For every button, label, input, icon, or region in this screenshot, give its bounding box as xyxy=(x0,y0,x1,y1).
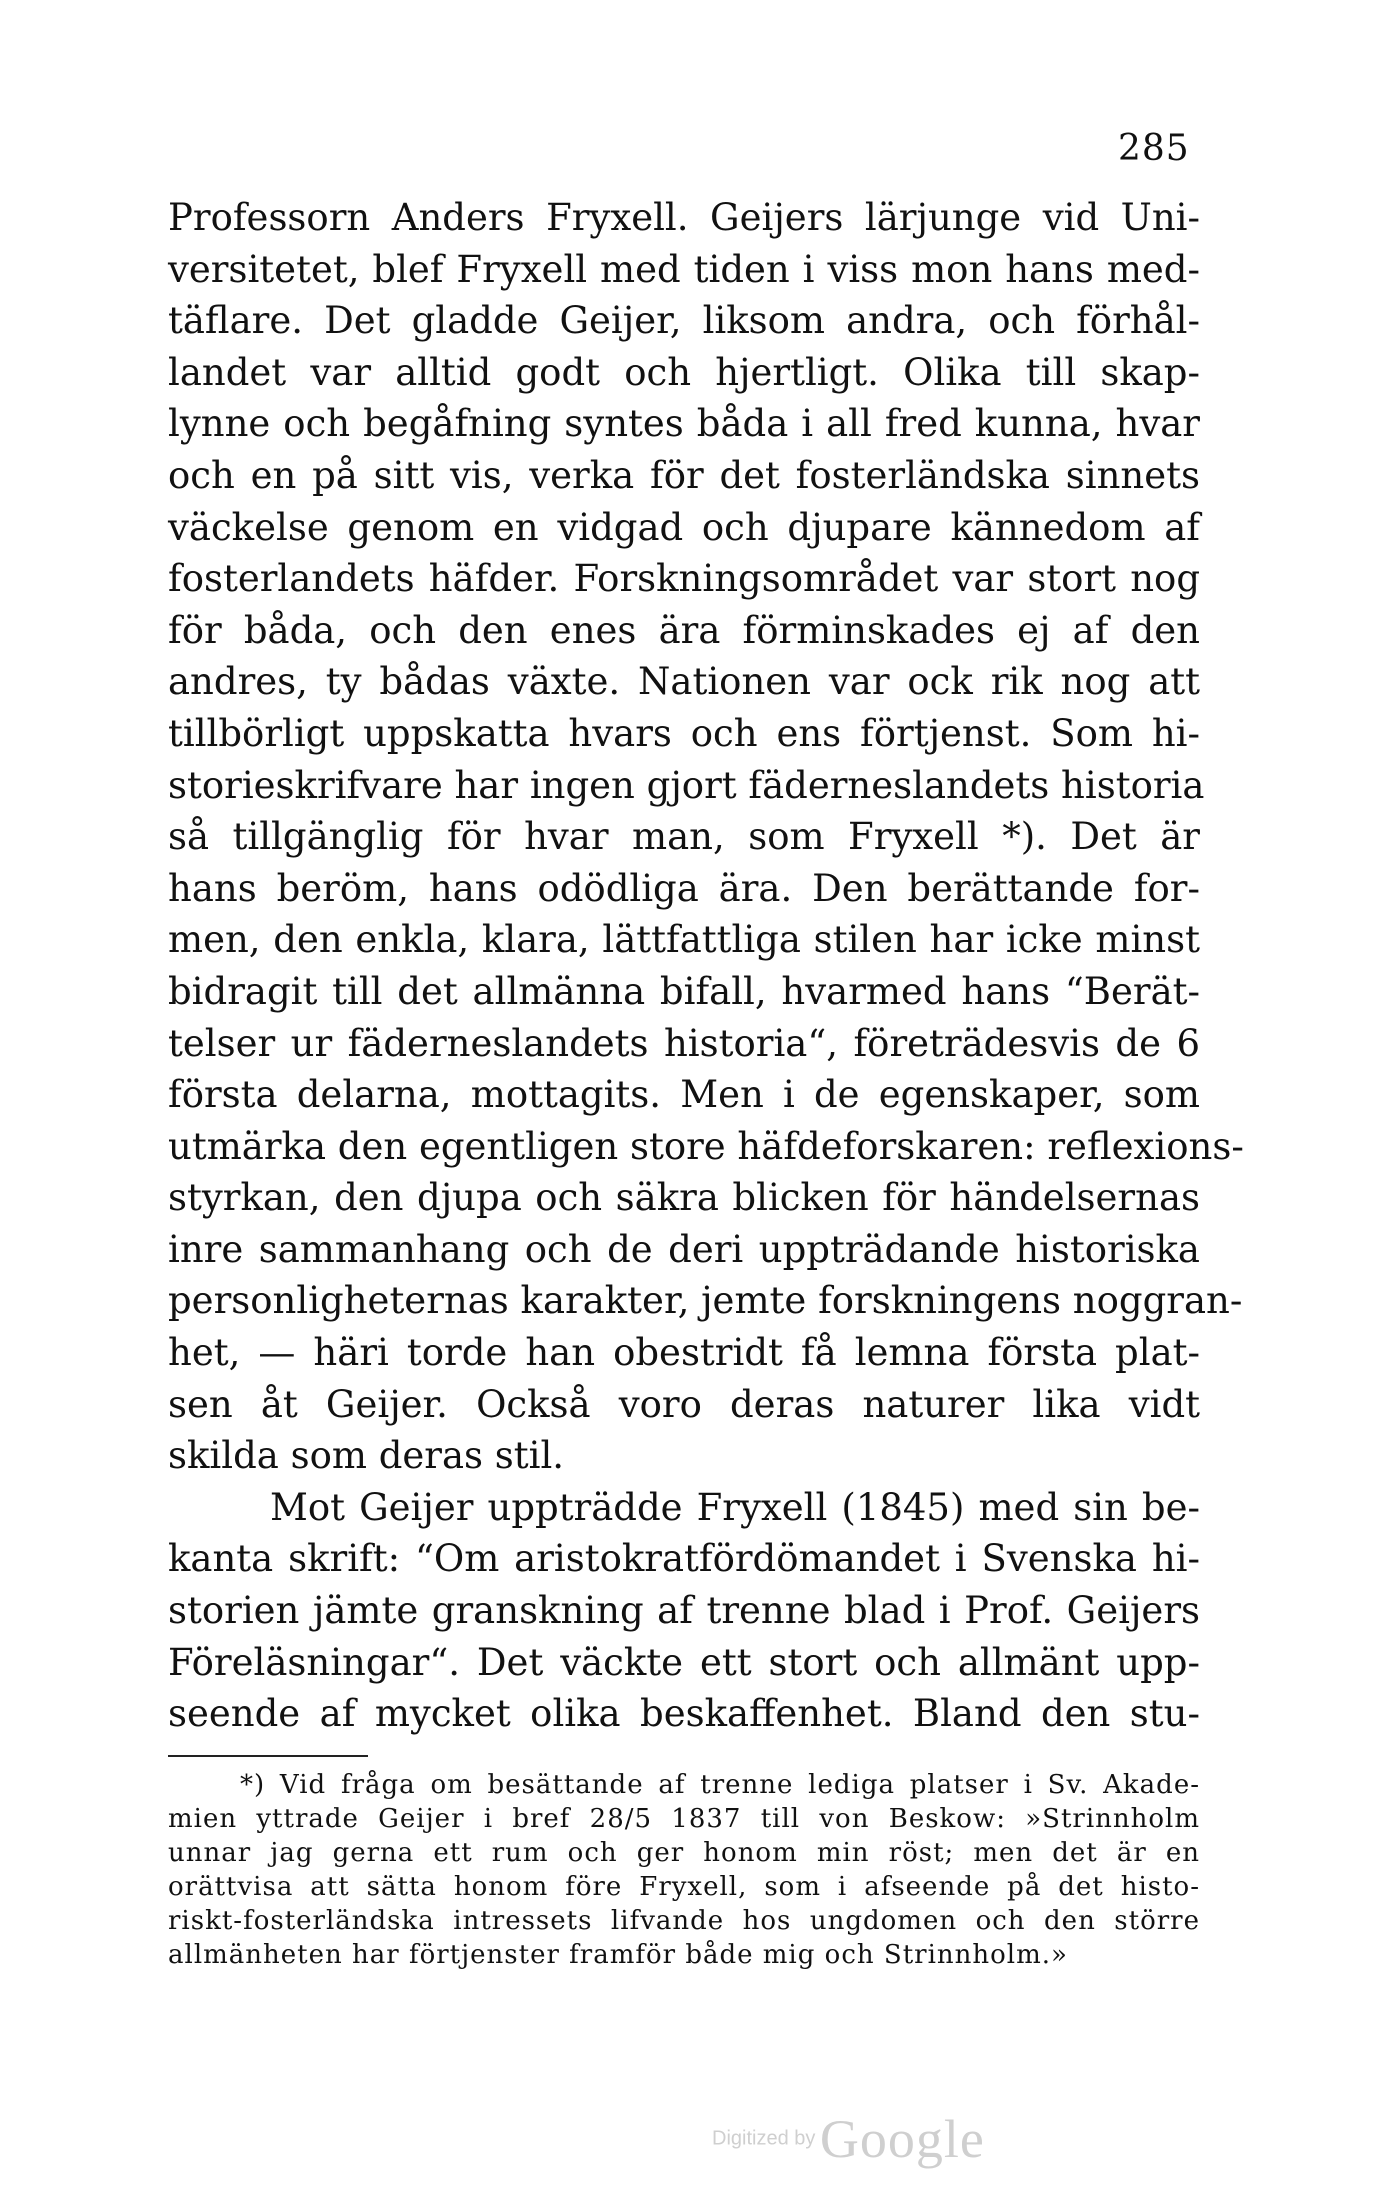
text-line: men, den enkla, klara, lättfattliga stilen har icke minst xyxy=(168,918,1200,962)
text-line: hans beröm, hans odödliga ära. Den berättande for- xyxy=(168,866,1200,910)
footnote-line: riskt-fosterländska intressets lifvande hos ungdomen och den större xyxy=(168,1906,1200,1936)
footnote-line: orättvisa att sätta honom före Fryxell, som i afseende på det histo- xyxy=(168,1872,1200,1902)
text-line: skilda som deras stil. xyxy=(168,1434,565,1478)
text-line: inre sammanhang och de deri uppträdande historiska xyxy=(168,1227,1200,1271)
footnote xyxy=(168,1768,1200,1972)
text-line: het, — häri torde han obestridt få lemna första plat- xyxy=(168,1331,1200,1375)
paragraph-1 xyxy=(168,192,1244,1482)
google-logo: Google xyxy=(819,2109,985,2169)
footnote-line: mien yttrade Geijer i bref 28/5 1837 till von Beskow: »Strinnholm xyxy=(168,1804,1200,1834)
text-line: personligheternas karakter, jemte forskningens noggran- xyxy=(168,1279,1243,1323)
text-line: väckelse genom en vidgad och djupare kännedom af xyxy=(168,505,1200,549)
text-line: Föreläsningar“. Det väckte ett stort och allmänt upp- xyxy=(168,1640,1200,1684)
text-line: så tillgänglig för hvar man, som Fryxell *). Det är xyxy=(168,815,1200,859)
paragraph-2 xyxy=(168,1482,1200,1740)
text-line: telser ur fäderneslandets historia“, företrädesvis de 6 xyxy=(168,1021,1200,1065)
text-line: första delarna, mottagits. Men i de egenskaper, som xyxy=(168,1073,1200,1117)
text-line: tillbörligt uppskatta hvars och ens förtjenst. Som hi- xyxy=(168,711,1200,755)
text-line: storien jämte granskning af trenne blad i Prof. Geijers xyxy=(168,1589,1200,1633)
text-line: versitetet, blef Fryxell med tiden i viss mon hans med- xyxy=(168,247,1200,291)
page-number: 285 xyxy=(1118,128,1190,169)
text-line: Professorn Anders Fryxell. Geijers lärjunge vid Uni- xyxy=(168,196,1200,239)
text-line: storieskrifvare har ingen gjort fäderneslandets historia xyxy=(168,763,1205,807)
text-line: Mot Geijer uppträdde Fryxell (1845) med sin be- xyxy=(270,1485,1200,1529)
text-line: kanta skrift: “Om aristokratfördömandet i Svenska hi- xyxy=(168,1537,1200,1581)
text-line: seende af mycket olika beskaffenhet. Bland den stu- xyxy=(168,1692,1200,1736)
footnote-line: allmänheten har förtjenster framför både mig och Strinnholm.» xyxy=(168,1940,1068,1970)
text-line: andres, ty bådas växte. Nationen var ock rik nog att xyxy=(168,660,1200,704)
text-line: för båda, och den enes ära förminskades ej af den xyxy=(168,608,1200,652)
text-line: bidragit till det allmänna bifall, hvarmed hans “Berät- xyxy=(168,969,1200,1013)
text-line: och en på sitt vis, verka för det fosterländska sinnets xyxy=(168,453,1200,497)
text-line: täflare. Det gladde Geijer, liksom andra, och förhål- xyxy=(168,299,1200,343)
footnote-divider xyxy=(168,1755,368,1757)
footnote-line: unnar jag gerna ett rum och ger honom min röst; men det är en xyxy=(168,1838,1200,1868)
text-line: styrkan, den djupa och säkra blicken för händelsernas xyxy=(168,1176,1200,1220)
body-text xyxy=(168,192,1244,1740)
text-line: landet var alltid godt och hjertligt. Olika till skap- xyxy=(168,350,1200,394)
text-line: utmärka den egentligen store häfdeforskaren: reflexions- xyxy=(168,1124,1244,1168)
text-line: sen åt Geijer. Också voro deras naturer lika vidt xyxy=(168,1382,1200,1426)
watermark-prefix: Digitized by xyxy=(712,2127,816,2150)
text-line: lynne och begåfning syntes båda i all fred kunna, hvar xyxy=(168,402,1200,446)
footnote-line: *) Vid fråga om besättande af trenne lediga platser i Sv. Akade- xyxy=(240,1770,1200,1800)
digitized-watermark xyxy=(712,2108,985,2170)
text-line: fosterlandets häfder. Forskningsområdet var stort nog xyxy=(168,557,1200,601)
